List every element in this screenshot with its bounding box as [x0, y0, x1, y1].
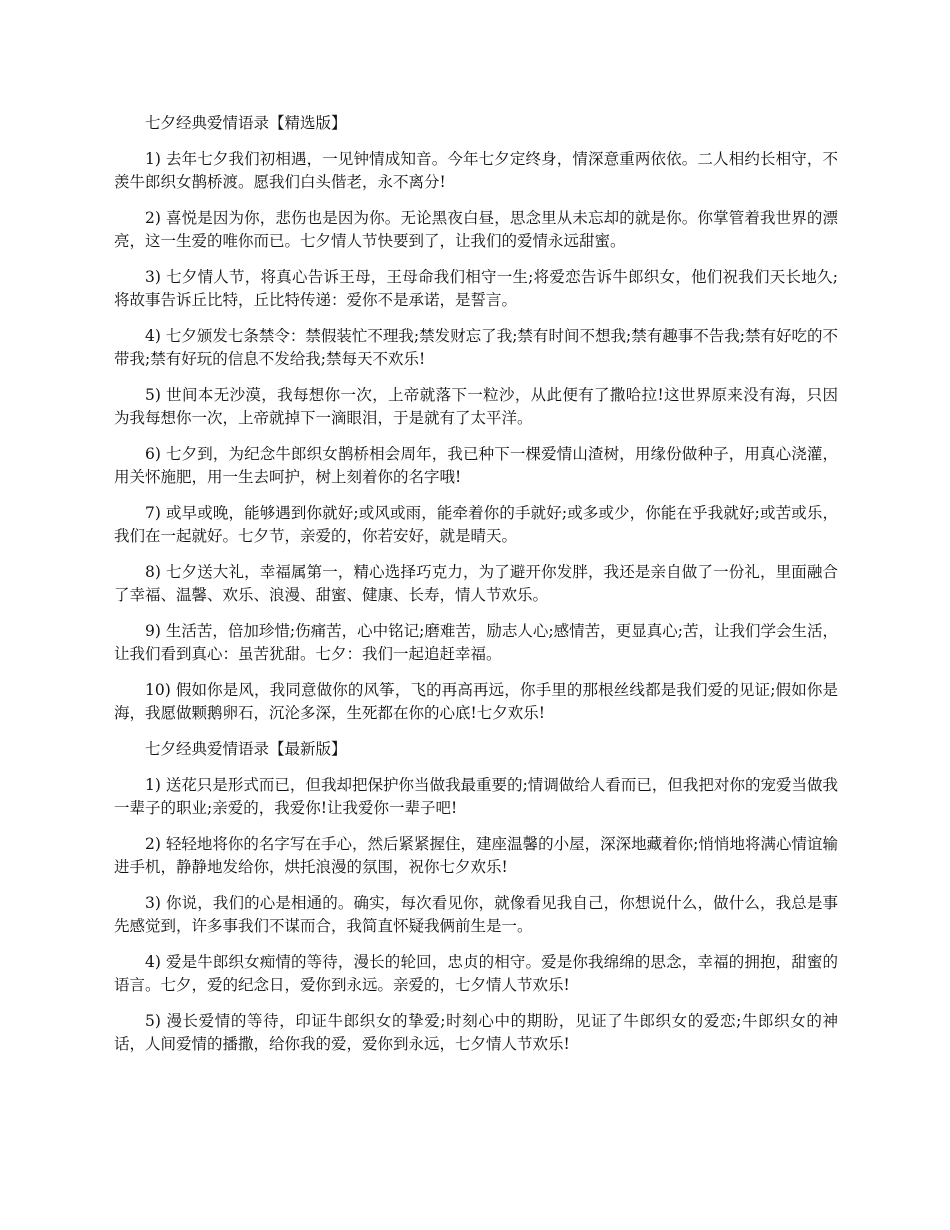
list-item: 5) 世间本无沙漠，我每想你一次，上帝就落下一粒沙，从此便有了撒哈拉!这世界原来没有海，只因为我每想你一次，上帝就掉下一滴眼泪，于是就有了太平洋。 — [114, 386, 838, 427]
list-item: 2) 轻轻地将你的名字写在手心，然后紧紧握住，建座温馨的小屋，深深地藏着你;悄悄地将满心情谊输进手机，静静地发给你，烘托浪漫的氛围，祝你七夕欢乐! — [114, 835, 838, 876]
list-item: 5) 漫长爱情的等待，印证牛郎织女的挚爱;时刻心中的期盼，见证了牛郎织女的爱恋;牛郎织女的神话，人间爱情的播撒，给你我的爱，爱你到永远，七夕情人节欢乐! — [114, 1012, 838, 1053]
list-item: 1) 送花只是形式而已，但我却把保护你当做我最重要的;情调做给人看而已，但我把对你的宠爱当做我一辈子的职业;亲爱的，我爱你!让我爱你一辈子吧! — [114, 776, 838, 817]
list-item: 9) 生活苦，倍加珍惜;伤痛苦，心中铭记;磨难苦，励志人心;感情苦，更显真心;苦，让我们学会生活，让我们看到真心：虽苦犹甜。七夕：我们一起追赶幸福。 — [114, 622, 838, 663]
list-item: 10) 假如你是风，我同意做你的风筝，飞的再高再远，你手里的那根丝线都是我们爱的见证;假如你是海，我愿做颗鹅卵石，沉沦多深，生死都在你的心底!七夕欢乐! — [114, 681, 838, 722]
list-item: 2) 喜悦是因为你，悲伤也是因为你。无论黑夜白昼，思念里从未忘却的就是你。你掌管着我世界的漂亮，这一生爱的唯你而已。七夕情人节快要到了，让我们的爱情永远甜蜜。 — [114, 209, 838, 250]
list-item: 7) 或早或晚，能够遇到你就好;或风或雨，能牵着你的手就好;或多或少，你能在乎我就好;或苦或乐，我们在一起就好。七夕节，亲爱的，你若安好，就是晴天。 — [114, 504, 838, 545]
list-item: 4) 爱是牛郎织女痴情的等待，漫长的轮回，忠贞的相守。爱是你我绵绵的思念，幸福的拥抱，甜蜜的语言。七夕，爱的纪念日，爱你到永远。亲爱的，七夕情人节欢乐! — [114, 953, 838, 994]
list-item: 6) 七夕到，为纪念牛郎织女鹊桥相会周年，我已种下一棵爱情山渣树，用缘份做种子，用真心浇灌，用关怀施肥，用一生去呵护，树上刻着你的名字哦! — [114, 445, 838, 486]
section-heading-selected: 七夕经典爱情语录【精选版】 — [145, 114, 347, 132]
list-item: 3) 你说，我们的心是相通的。确实，每次看见你，就像看见我自己，你想说什么，做什么，我总是事先感觉到，许多事我们不谋而合，我简直怀疑我俩前生是一。 — [114, 894, 838, 935]
list-item: 3) 七夕情人节，将真心告诉王母，王母命我们相守一生;将爱恋告诉牛郎织女，他们祝我们天长地久;将故事告诉丘比特，丘比特传递：爱你不是承诺，是誓言。 — [114, 268, 838, 309]
list-item: 8) 七夕送大礼，幸福属第一，精心选择巧克力，为了避开你发胖，我还是亲自做了一份礼，里面融合了幸福、温馨、欢乐、浪漫、甜蜜、健康、长寿，情人节欢乐。 — [114, 563, 838, 604]
document-body — [114, 112, 838, 1069]
list-item: 4) 七夕颁发七条禁令：禁假装忙不理我;禁发财忘了我;禁有时间不想我;禁有趣事不告我;禁有好吃的不带我;禁有好玩的信息不发给我;禁每天不欢乐! — [114, 327, 838, 368]
section-heading-latest: 七夕经典爱情语录【最新版】 — [145, 740, 347, 758]
list-item: 1) 去年七夕我们初相遇，一见钟情成知音。今年七夕定终身，情深意重两依依。二人相约长相守，不羡牛郎织女鹊桥渡。愿我们白头偕老，永不离分! — [114, 150, 838, 191]
